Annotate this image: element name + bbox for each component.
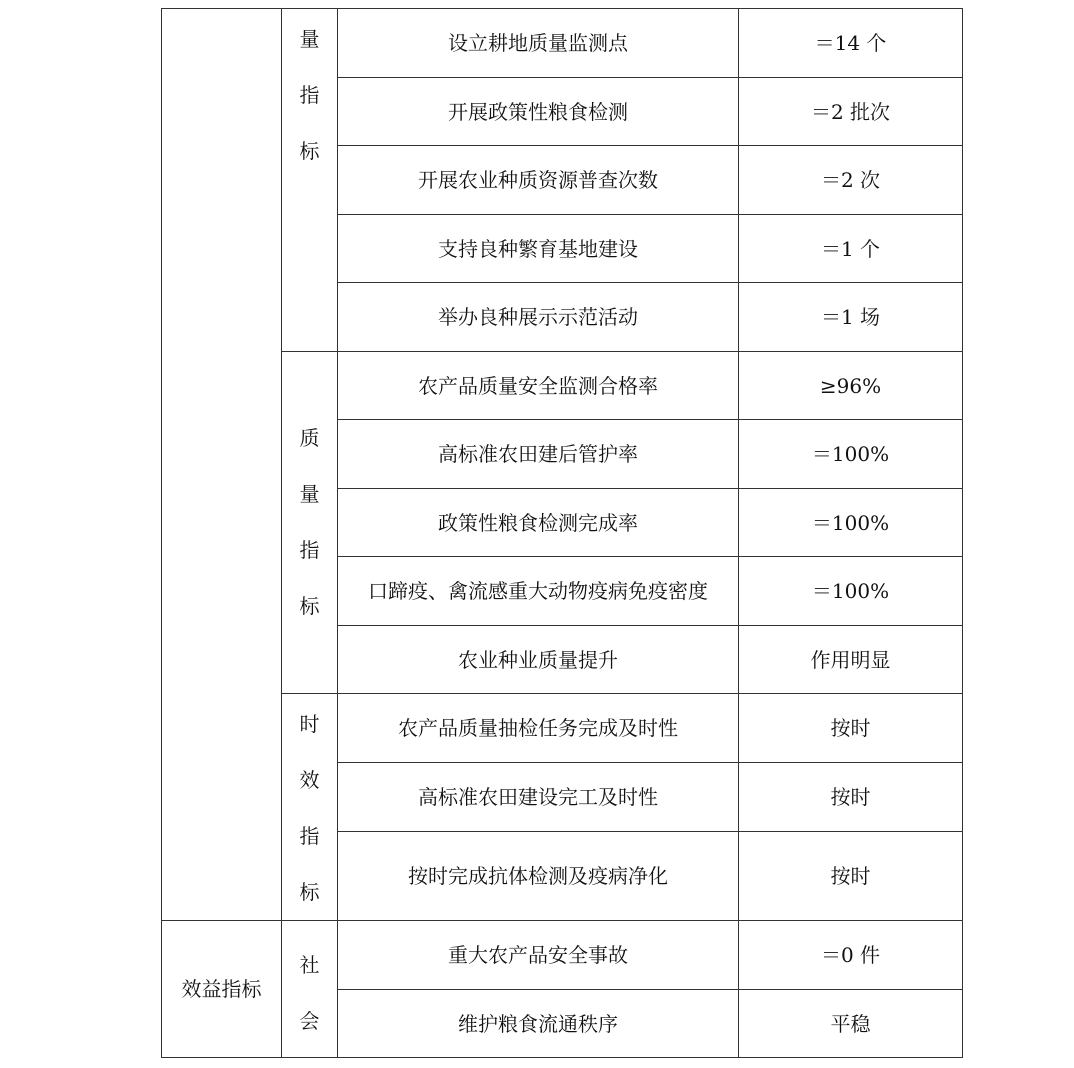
indicator-name: 重大农产品安全事故 [338, 921, 739, 990]
subcategory-char: 指 [299, 824, 320, 848]
indicator-name: 开展政策性粮食检测 [338, 78, 739, 146]
indicator-name: 开展农业种质资源普查次数 [338, 146, 739, 215]
subcategory-cell-quality [282, 352, 338, 694]
indicator-value: 按时 [739, 694, 963, 763]
indicator-value: 平稳 [739, 990, 963, 1058]
table-row [162, 352, 963, 420]
indicator-value: ＝100% [739, 489, 963, 557]
subcategory-char: 指 [299, 538, 320, 562]
indicator-name: 举办良种展示示范活动 [338, 283, 739, 352]
indicator-value: ＝2 次 [739, 146, 963, 215]
category-cell-benefit [162, 921, 282, 1058]
subcategory-cell-social [282, 921, 338, 1058]
subcategory-char: 时 [299, 712, 320, 736]
indicator-value: ＝0 件 [739, 921, 963, 990]
indicator-name: 政策性粮食检测完成率 [338, 489, 739, 557]
indicator-value: ＝1 场 [739, 283, 963, 352]
subcategory-char: 量 [299, 482, 320, 506]
subcategory-char: 效 [299, 768, 320, 792]
indicator-value: ＝2 批次 [739, 78, 963, 146]
performance-indicator-table [161, 8, 963, 1058]
table-row [162, 9, 963, 78]
indicator-name: 高标准农田建后管护率 [338, 420, 739, 489]
table-row [162, 694, 963, 763]
indicator-value: ＝100% [739, 420, 963, 489]
subcategory-cell-timeliness [282, 694, 338, 921]
indicator-name: 维护粮食流通秩序 [338, 990, 739, 1058]
category-label: 效益指标 [181, 977, 262, 1001]
subcategory-char: 标 [299, 594, 320, 618]
indicator-name: 支持良种繁育基地建设 [338, 215, 739, 283]
subcategory-cell-quantity [282, 9, 338, 352]
indicator-value: ＝1 个 [739, 215, 963, 283]
indicator-name: 农产品质量安全监测合格率 [338, 352, 739, 420]
subcategory-char: 会 [299, 1009, 320, 1033]
indicator-value: ＝100% [739, 557, 963, 626]
subcategory-char: 标 [299, 139, 320, 163]
subcategory-char: 标 [299, 880, 320, 904]
subcategory-char: 指 [299, 83, 320, 107]
indicator-value: 按时 [739, 831, 963, 920]
subcategory-char: 社 [299, 953, 320, 977]
indicator-name: 农产品质量抽检任务完成及时性 [338, 694, 739, 763]
indicator-value: ≥96% [739, 352, 963, 420]
subcategory-char: 质 [299, 426, 320, 450]
subcategory-char: 量 [299, 27, 320, 51]
indicator-name: 设立耕地质量监测点 [338, 9, 739, 78]
category-cell-output [162, 9, 282, 921]
indicator-name: 农业种业质量提升 [338, 626, 739, 694]
indicator-name: 按时完成抗体检测及疫病净化 [338, 831, 739, 920]
table-row [162, 921, 963, 990]
indicator-value: 作用明显 [739, 626, 963, 694]
indicator-value: 按时 [739, 763, 963, 831]
indicator-name: 高标准农田建设完工及时性 [338, 763, 739, 831]
indicator-value: ＝14 个 [739, 9, 963, 78]
indicator-name: 口蹄疫、禽流感重大动物疫病免疫密度 [338, 557, 739, 626]
